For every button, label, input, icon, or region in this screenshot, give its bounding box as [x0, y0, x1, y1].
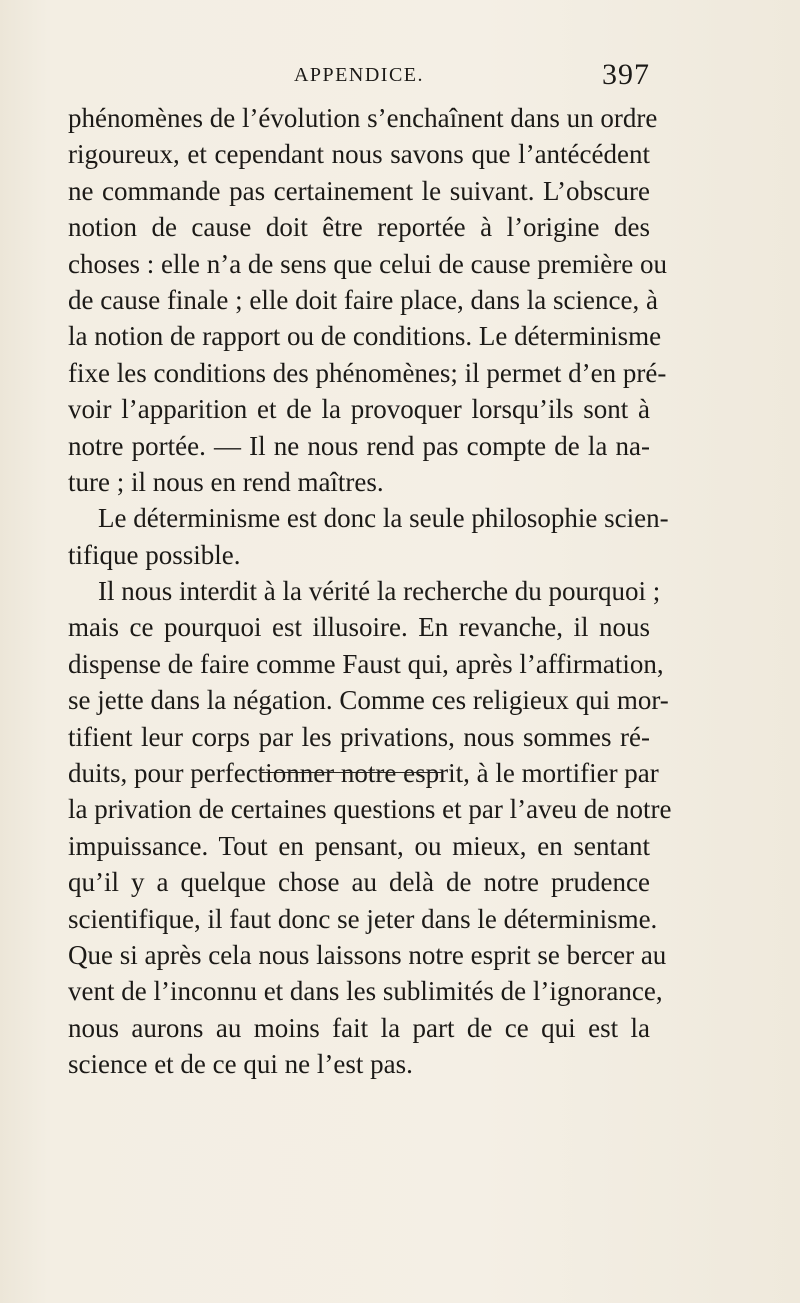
text-line: notion de cause doit être reportée à l’origine des	[68, 212, 650, 243]
text-line: science et de ce qui ne l’est pas.	[68, 1049, 413, 1080]
text-line: nous aurons au moins fait la part de ce qui est la	[68, 1012, 650, 1043]
text-line: impuissance. Tout en pensant, ou mieux, en sentant	[68, 830, 650, 861]
text-line: fixe les conditions des phénomènes; il permet d’en pré-	[68, 357, 667, 388]
text-line: duits, pour perfectionner notre esprit, à le mortifier par	[68, 758, 659, 789]
running-title: APPENDICE.	[293, 64, 424, 86]
text-line: qu’il y a quelque chose au delà de notre prudence	[68, 867, 650, 898]
text-line: dispense de faire comme Faust qui, après l’affirmation,	[68, 648, 664, 679]
text-line: rigoureux, et cependant nous savons que l’antécédent	[68, 139, 650, 170]
page-number: 397	[602, 58, 650, 91]
text-line: se jette dans la négation. Comme ces religieux qui mor-	[68, 685, 669, 716]
text-line: voir l’apparition et de la provoquer lorsqu’ils sont à	[68, 394, 650, 425]
text-line: Il nous interdit à la vérité la recherche du pourquoi ;	[98, 576, 661, 607]
text-line: de cause finale ; elle doit faire place, dans la science, à	[68, 284, 658, 315]
text-line: phénomènes de l’évolution s’enchaînent dans un ordre	[68, 103, 658, 133]
text-line: ne commande pas certainement le suivant. L’obscure	[68, 175, 650, 206]
text-line: choses : elle n’a de sens que celui de cause première ou	[68, 248, 667, 279]
text-line: tifient leur corps par les privations, nous sommes ré-	[68, 721, 650, 752]
text-line: Que si après cela nous laissons notre esprit se bercer au	[68, 939, 667, 970]
text-line: ture ; il nous en rend maîtres.	[68, 466, 384, 497]
text-line: la notion de rapport ou de conditions. Le déterminisme	[68, 321, 662, 352]
text-line: notre portée. — Il ne nous rend pas compte de la na-	[68, 430, 650, 461]
text-line: vent de l’inconnu et dans les sublimités de l’ignorance,	[68, 976, 663, 1007]
closing-rule	[260, 772, 442, 773]
running-head	[68, 58, 650, 94]
body-text	[68, 100, 672, 1083]
text-line: scientifique, il faut donc se jeter dans le déterminisme.	[68, 903, 658, 934]
text-line: mais ce pourquoi est illusoire. En revanche, il nous	[68, 612, 650, 643]
text-line: tifique possible.	[68, 539, 241, 570]
text-line: Le déterminisme est donc la seule philosophie scien-	[98, 503, 669, 534]
text-line: la privation de certaines questions et par l’aveu de notre	[68, 794, 672, 825]
